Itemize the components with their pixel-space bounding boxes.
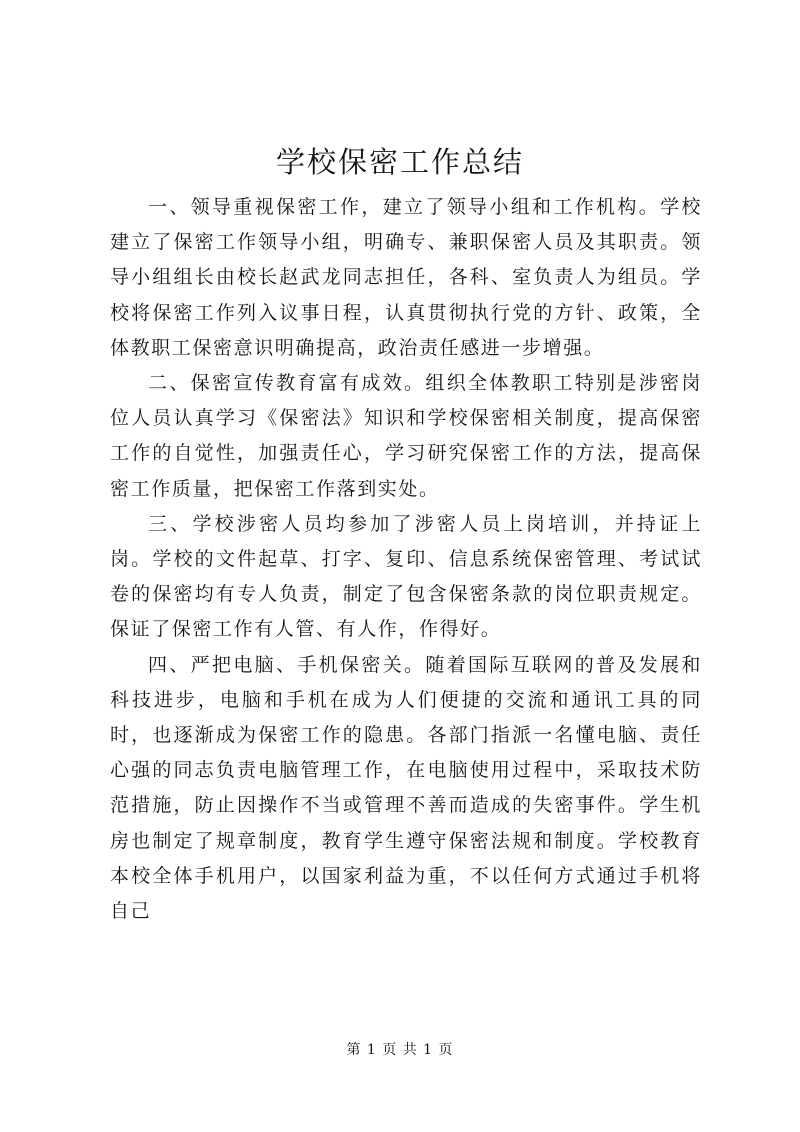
paragraph-1: 一、领导重视保密工作，建立了领导小组和工作机构。学校建立了保密工作领导小组，明确专、兼职保密人员及其职责。领导小组组长由校长赵武龙同志担任，各科、室负责人为组员。学校将保密工作列入议事日程，认真贯彻执行党的方针、政策，全体教职工保密意识明确提高，政治责任感进一步增强。 <box>110 196 702 359</box>
document-title: 学校保密工作总结 <box>275 145 524 179</box>
paragraph-3: 三、学校涉密人员均参加了涉密人员上岗培训，并持证上岗。学校的文件起草、打字、复印、信息系统保密管理、考试试卷的保密均有专人负责，制定了包含保密条款的岗位职责规定。保证了保密工作有人管、有人作，作得好。 <box>110 512 702 641</box>
paragraph-4: 四、严把电脑、手机保密关。随着国际互联网的普及发展和科技进步，电脑和手机在成为人们便捷的交流和通讯工具的同时，也逐渐成为保密工作的隐患。各部门指派一名懂电脑、责任心强的同志负责电脑管理工作，在电脑使用过程中，采取技术防范措施，防止因操作不当或管理不善而造成的失密事件。学生机房也制定了规章制度，教育学生遵守保密法规和制度。学校教育本校全体手机用户，以国家利益为重，不以任何方式通过手机将自己 <box>110 653 702 923</box>
document-body <box>110 190 702 929</box>
page-number-label: 第 1 页 共 1 页 <box>346 1042 454 1058</box>
page-footer <box>0 1040 800 1060</box>
paragraph-2: 二、保密宣传教育富有成效。组织全体教职工特别是涉密岗位人员认真学习《保密法》知识和学校保密相关制度，提高保密工作的自觉性，加强责任心，学习研究保密工作的方法，提高保密工作质量，把保密工作落到实处。 <box>110 372 702 500</box>
